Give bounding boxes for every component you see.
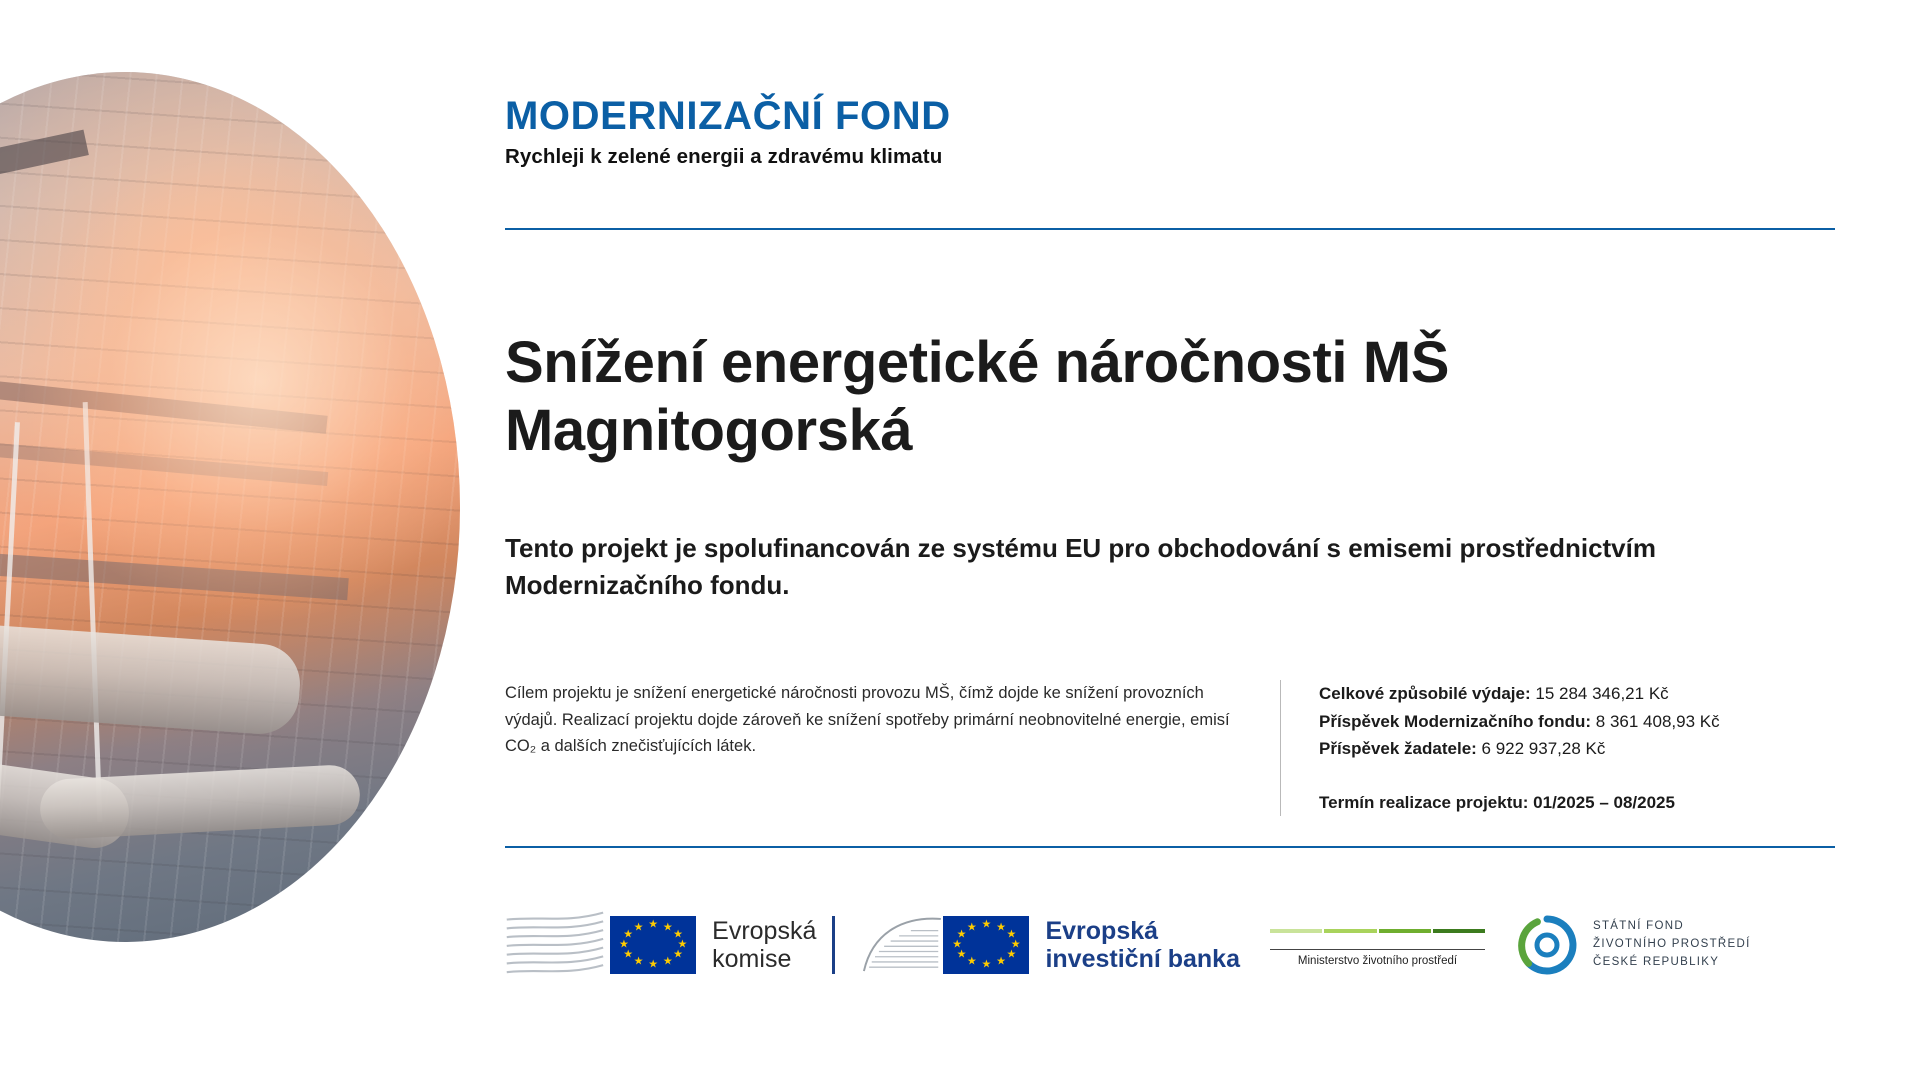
mzp-box	[1270, 923, 1485, 967]
eib-label-line2: investiční banka	[1045, 945, 1240, 973]
ec-divider	[832, 916, 835, 974]
divider-bottom	[505, 846, 1835, 848]
ministry-environment-logo	[1270, 890, 1485, 1000]
ec-label-line1: Evropská	[712, 917, 817, 945]
fact-term-label: Termín realizace projektu:	[1319, 792, 1529, 812]
sfzp-circle-icon	[1515, 913, 1579, 977]
eu-flag-icon: ★ ★ ★ ★ ★ ★ ★ ★ ★ ★ ★ ★	[610, 916, 696, 974]
fact-total-value: 15 284 346,21 Kč	[1535, 684, 1669, 703]
fact-term	[1319, 789, 1720, 817]
mzp-label: Ministerstvo životního prostředí	[1297, 955, 1458, 967]
european-investment-bank-logo	[860, 890, 1240, 1000]
photo-industrial-plant	[0, 72, 460, 942]
sfzp-label-line2: ŽIVOTNÍHO PROSTŘEDÍ	[1593, 938, 1751, 951]
brand-title: MODERNIZAČNÍ FOND	[505, 94, 951, 138]
fact-applicant-label: Příspěvek žadatele:	[1319, 739, 1477, 759]
poster-content	[505, 0, 1850, 1080]
fact-applicant-value: 6 922 937,28 Kč	[1481, 739, 1606, 759]
eib-arc-icon	[860, 899, 943, 991]
page-title: Snížení energetické náročnosti MŠ Magnitogorská	[505, 329, 1450, 463]
sfzp-label-line1: STÁTNÍ FOND	[1593, 920, 1684, 933]
ec-wave-icon	[505, 900, 610, 990]
ec-label-line2: komise	[712, 945, 792, 973]
mzp-rule	[1270, 949, 1485, 950]
fact-total	[1319, 680, 1720, 708]
european-commission-logo	[505, 890, 835, 1000]
brand-block	[505, 95, 1505, 169]
mzp-bars-icon	[1270, 923, 1485, 933]
photo-sun-glow	[25, 142, 461, 621]
sfzp-label	[1593, 918, 1751, 971]
details-section	[505, 680, 1835, 816]
sfzp-label-line3: ČESKÉ REPUBLIKY	[1593, 955, 1720, 968]
eib-label	[1045, 917, 1240, 973]
project-facts	[1280, 680, 1720, 816]
fact-applicant	[1319, 735, 1720, 763]
fact-fund-label: Příspěvek Modernizačního fondu:	[1319, 711, 1592, 731]
state-environmental-fund-logo	[1515, 890, 1815, 1000]
eu-flag-icon: ★ ★ ★ ★ ★ ★ ★ ★ ★ ★ ★ ★	[943, 916, 1029, 974]
fact-term-value: 01/2025 – 08/2025	[1533, 792, 1675, 812]
fact-fund	[1319, 708, 1720, 736]
fact-total-label: Celkové způsobilé výdaje:	[1319, 684, 1531, 703]
project-photo	[0, 72, 460, 942]
funding-statement: Tento projekt je spolufinancován ze systému EU pro obchodování s emisemi prostřednictvím Modernizačního fondu.	[505, 533, 1656, 600]
logo-strip	[505, 880, 1845, 1010]
project-description: Cílem projektu je snížení energetické náročnosti provozu MŠ, čímž dojde ke snížení provozních výdajů. Realizací projektu dojde zároveň ke snížení spotřeby primární neobnovitelné energie, emisí CO₂ a dalších znečisťujících látek.	[505, 684, 1230, 756]
fact-fund-value: 8 361 408,93 Kč	[1595, 711, 1720, 731]
brand-subtitle: Rychleji k zelené energii a zdravému klimatu	[505, 145, 943, 168]
eib-label-line1: Evropská	[1045, 917, 1159, 945]
ec-label	[712, 917, 816, 973]
divider-top	[505, 228, 1835, 230]
